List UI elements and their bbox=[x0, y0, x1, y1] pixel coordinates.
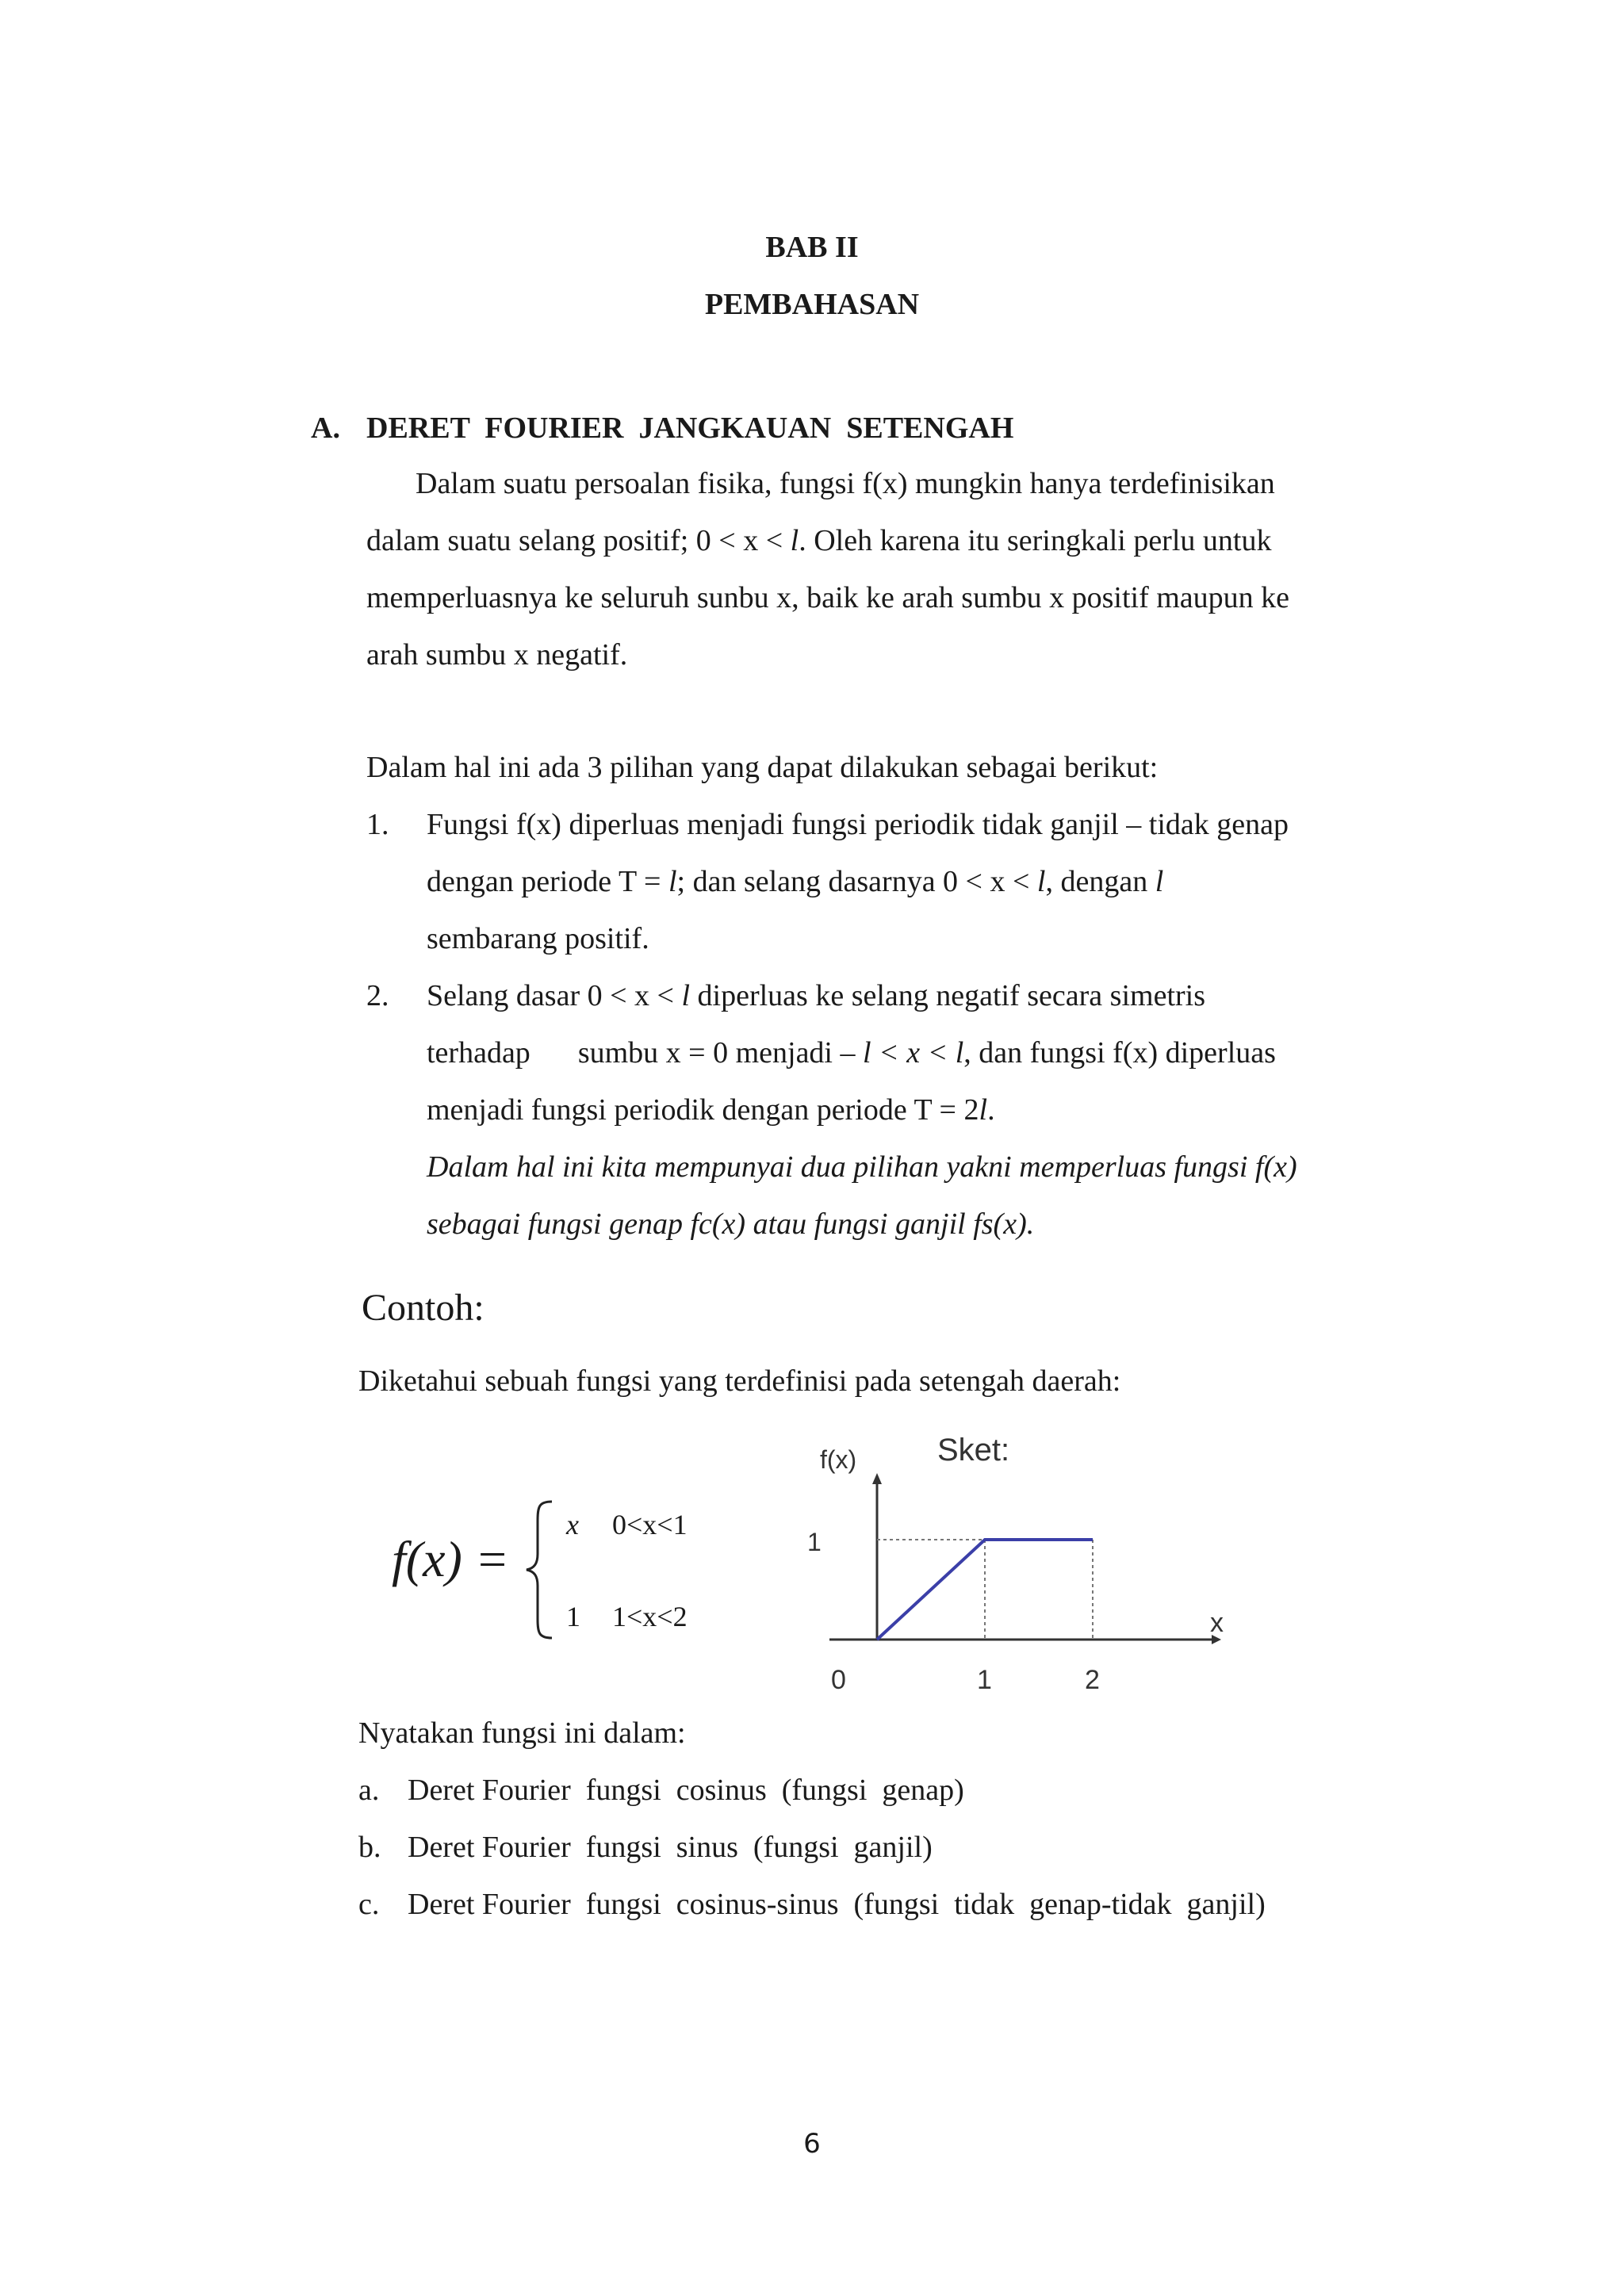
example-heading: Contoh: bbox=[362, 1287, 485, 1329]
item-1-line: Fungsi f(x) diperluas menjadi fungsi periodik tidak ganjil – tidak genap bbox=[427, 808, 1289, 841]
chapter-title: BAB II bbox=[765, 231, 859, 264]
item-2-text-part: Selang dasar 0 < x < bbox=[427, 979, 682, 1012]
item-1-var-l: l bbox=[1036, 865, 1046, 898]
sketch-axes bbox=[829, 1473, 1221, 1644]
chapter-subtitle: PEMBAHASAN bbox=[704, 288, 920, 321]
item-2-var-l: l bbox=[979, 1093, 988, 1127]
y-axis-arrow bbox=[872, 1473, 882, 1484]
sketch-x-ticks bbox=[831, 1665, 1100, 1695]
item-1-number: 1. bbox=[366, 808, 389, 841]
formula-brace bbox=[523, 1498, 555, 1641]
task-b-letter: b. bbox=[358, 1831, 381, 1864]
item-2-var-range: l < x < l bbox=[863, 1036, 964, 1070]
item-1-text bbox=[427, 796, 1394, 967]
item-2-text bbox=[427, 967, 1394, 1253]
item-1-var-l: l bbox=[668, 865, 677, 898]
item-2-text-part: . bbox=[987, 1093, 995, 1127]
item-1-line bbox=[427, 853, 1394, 910]
sketch-y-tick-1: 1 bbox=[807, 1528, 822, 1556]
section-letter: A. bbox=[311, 411, 340, 445]
formula-case1-cond: 0<x<1 bbox=[612, 1509, 688, 1540]
intro-text: . Oleh karena itu seringkali perlu untuk bbox=[799, 524, 1272, 557]
intro-line: arah sumbu x negatif. bbox=[366, 638, 628, 672]
intro-line: Dalam suatu persoalan fisika, fungsi f(x) mungkin hanya terdefinisikan bbox=[416, 467, 1275, 500]
item-2-line bbox=[427, 967, 1394, 1024]
task-c-letter: c. bbox=[358, 1888, 380, 1921]
item-2-line bbox=[427, 1081, 1394, 1138]
x-tick-label: 1 bbox=[977, 1665, 992, 1695]
item-2-text-part: menjadi fungsi periodik dengan periode T = 2 bbox=[427, 1093, 979, 1127]
item-2-text-part: diperluas ke selang negatif secara simetris bbox=[690, 979, 1206, 1012]
formula-case2-cond: 1<x<2 bbox=[612, 1601, 688, 1632]
formula-case2-value: 1 bbox=[566, 1601, 580, 1632]
item-1-text-part: , dengan bbox=[1045, 865, 1155, 898]
section-title: DERET FOURIER JANGKAUAN SETENGAH bbox=[366, 411, 1014, 445]
task-c-text: Deret Fourier fungsi cosinus-sinus (fungsi tidak genap-tidak ganjil) bbox=[408, 1888, 1266, 1921]
item-2-text-part: terhadap bbox=[427, 1036, 530, 1070]
sketch-chart bbox=[785, 1411, 1245, 1697]
formula-lhs: f(x) = bbox=[392, 1531, 509, 1587]
formula-case1-value: x bbox=[566, 1509, 579, 1540]
item-2-number: 2. bbox=[366, 979, 389, 1012]
item-2-var-l: l bbox=[681, 979, 691, 1012]
task-a-letter: a. bbox=[358, 1774, 380, 1807]
item-1-text-part: dengan periode T = bbox=[427, 865, 668, 898]
intro-var-l: l bbox=[790, 524, 799, 557]
intro-text: dalam suatu selang positif; 0 < x < bbox=[366, 524, 791, 557]
sketch-x-axis-label: x bbox=[1210, 1608, 1224, 1638]
task-a-text: Deret Fourier fungsi cosinus (fungsi genap) bbox=[408, 1774, 964, 1807]
sketch-guides bbox=[877, 1540, 1093, 1640]
x-tick-label: 0 bbox=[831, 1665, 846, 1695]
options-intro: Dalam hal ini ada 3 pilihan yang dapat dilakukan sebagai berikut: bbox=[366, 751, 1159, 784]
sketch-title: Sket: bbox=[937, 1433, 1010, 1468]
item-1-var-l: l bbox=[1155, 865, 1164, 898]
sketch-y-axis-label: f(x) bbox=[820, 1445, 857, 1474]
x-tick-label: 2 bbox=[1085, 1665, 1100, 1695]
intro-paragraph bbox=[366, 455, 1394, 683]
intro-line bbox=[366, 512, 1394, 569]
item-2-note: Dalam hal ini kita mempunyai dua pilihan yakni memperluas fungsi f(x) bbox=[427, 1150, 1297, 1184]
item-2-text-part: sumbu x = 0 menjadi – bbox=[577, 1036, 863, 1070]
item-2-text-part: , dan fungsi f(x) diperluas bbox=[963, 1036, 1276, 1070]
intro-line: memperluasnya ke seluruh sunbu x, baik ke arah sumbu x positif maupun ke bbox=[366, 581, 1290, 614]
item-2-note: sebagai fungsi genap fc(x) atau fungsi ganjil fs(x). bbox=[427, 1207, 1035, 1241]
example-given: Diketahui sebuah fungsi yang terdefinisi pada setengah daerah: bbox=[358, 1364, 1121, 1398]
item-2-line bbox=[427, 1024, 1394, 1081]
page-number: 6 bbox=[803, 2128, 821, 2160]
item-1-line: sembarang positif. bbox=[427, 922, 649, 955]
item-1-text-part: ; dan selang dasarnya 0 < x < bbox=[676, 865, 1037, 898]
tasks-intro: Nyatakan fungsi ini dalam: bbox=[358, 1716, 686, 1750]
task-b-text: Deret Fourier fungsi sinus (fungsi ganjil) bbox=[408, 1831, 933, 1864]
